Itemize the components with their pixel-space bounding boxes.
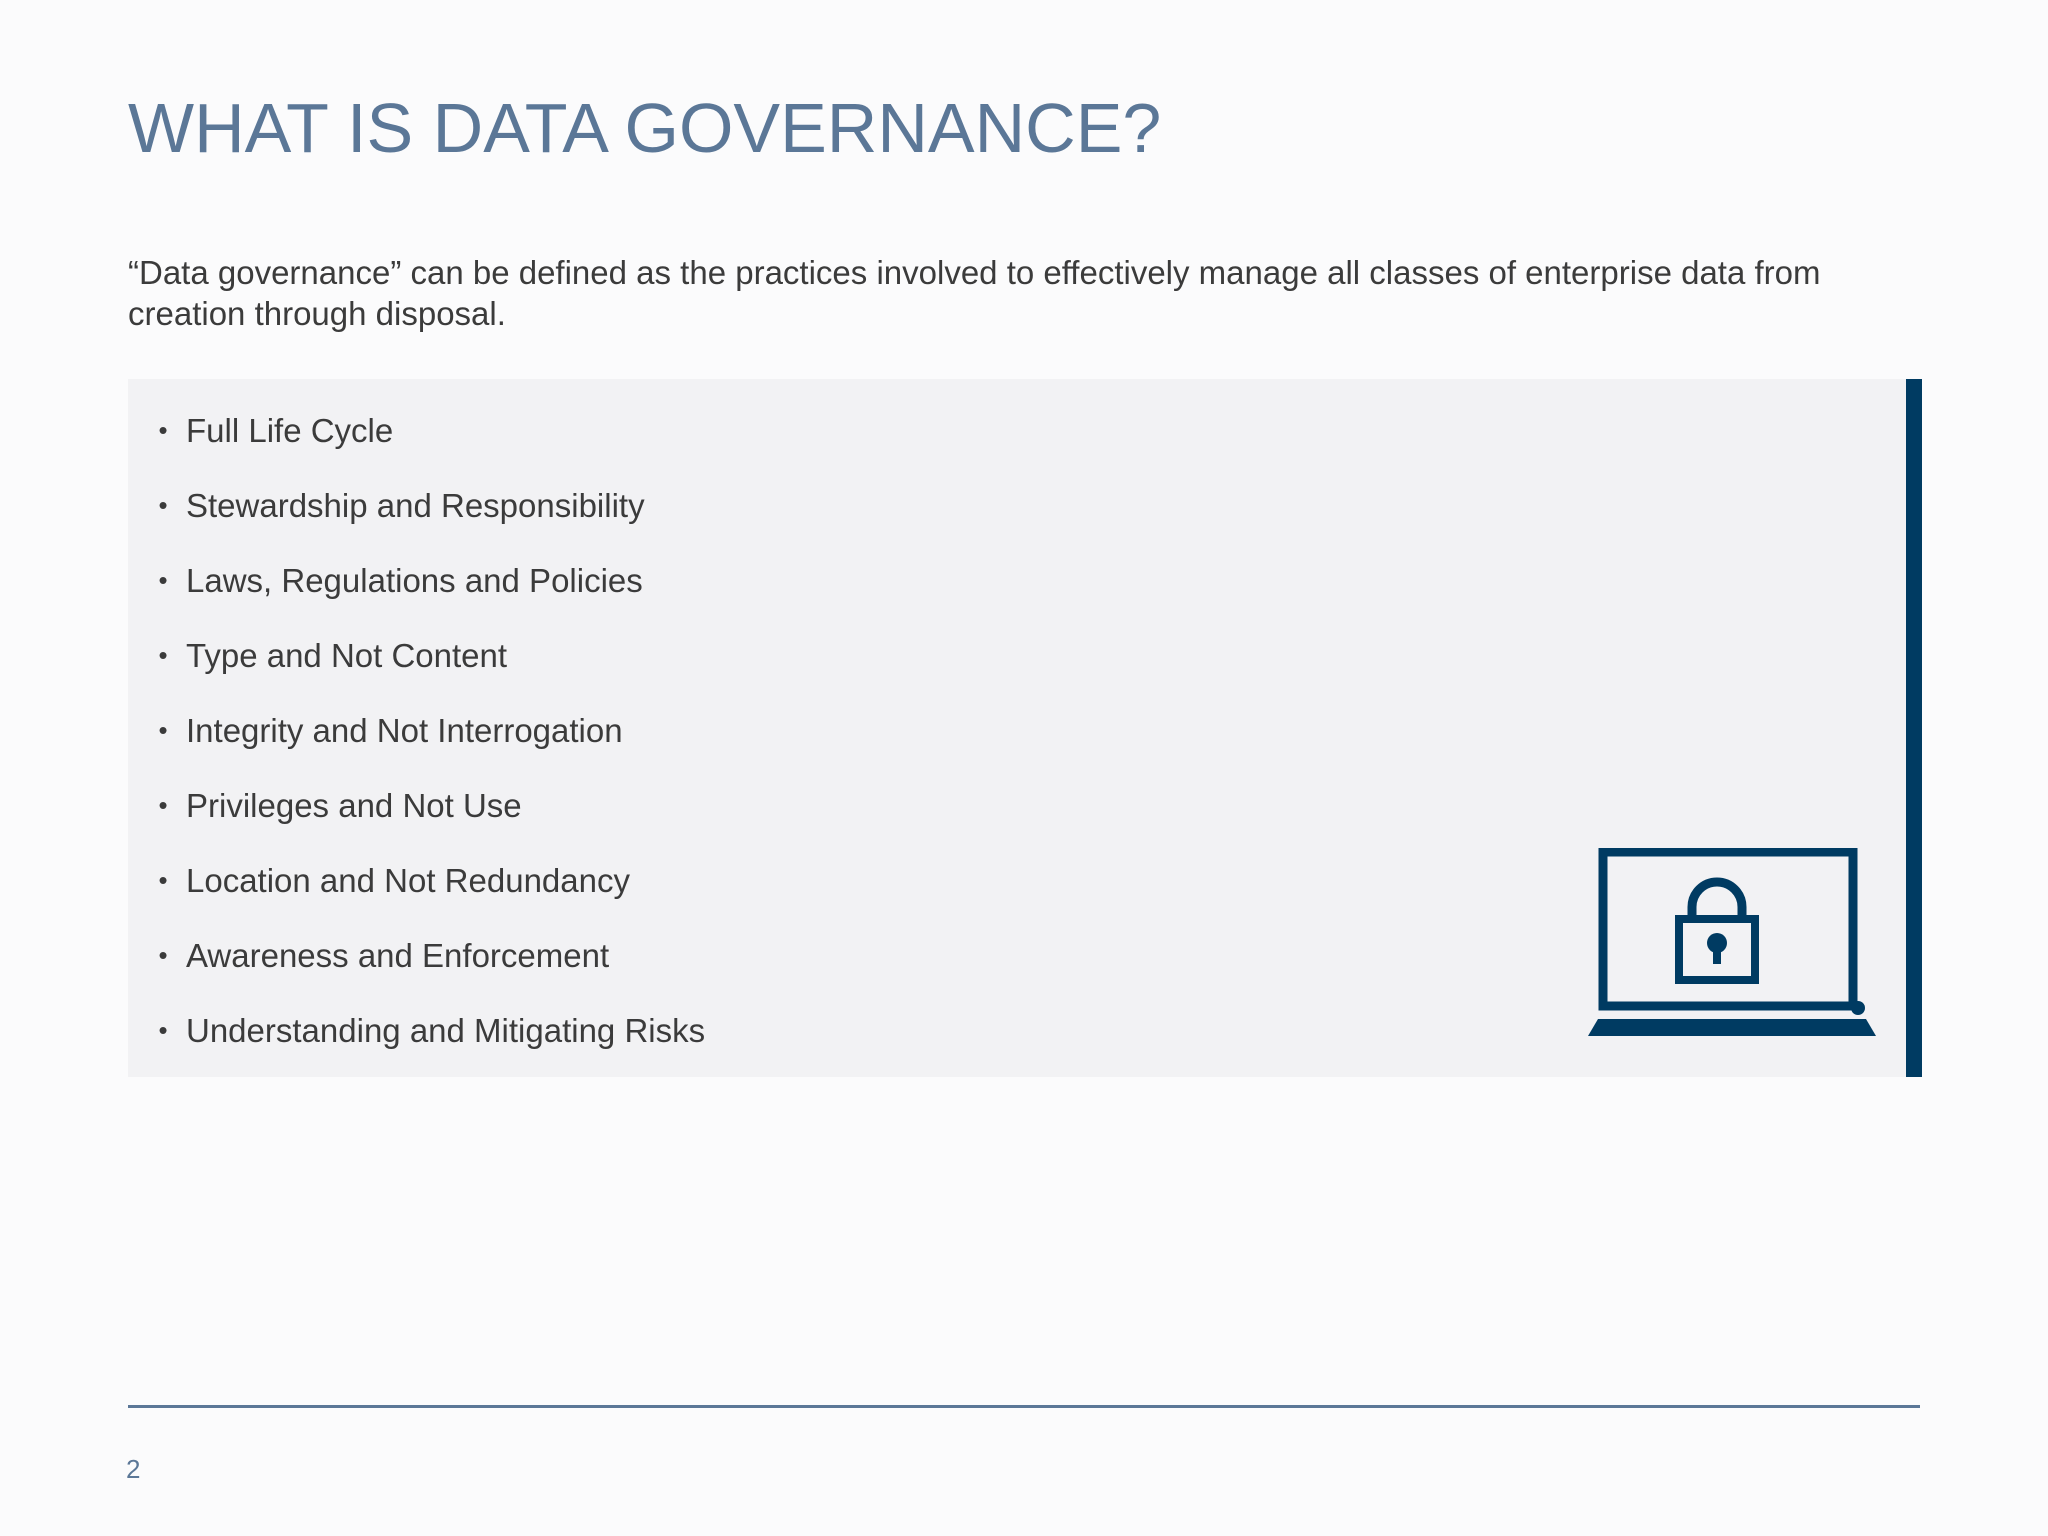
slide-title: WHAT IS DATA GOVERNANCE? xyxy=(128,89,1162,167)
bullet-text: Understanding and Mitigating Risks xyxy=(186,1011,706,1049)
bullet-dot-icon: • xyxy=(158,415,168,445)
bullet-dot-icon: • xyxy=(158,1015,168,1045)
bullet-text: Location and Not Redundancy xyxy=(186,861,630,899)
bullet-dot-icon: • xyxy=(158,865,168,895)
bullet-dot-icon: • xyxy=(158,715,168,745)
bullet-text: Type and Not Content xyxy=(186,636,508,674)
bullet-text: Awareness and Enforcement xyxy=(186,936,610,974)
definition-text: “Data governance” can be defined as the practices involved to effectively manage all classes of enterprise data from creation through disposal. xyxy=(128,254,1821,332)
bullet-dot-icon: • xyxy=(158,640,168,670)
bullet-dot-icon: • xyxy=(158,940,168,970)
bullet-text: Stewardship and Responsibility xyxy=(186,486,645,524)
bullet-dot-icon: • xyxy=(158,565,168,595)
laptop-lock-icon xyxy=(1586,848,1878,1048)
bullet-dot-icon: • xyxy=(158,490,168,520)
accent-bar xyxy=(1906,379,1922,1077)
bullet-text: Full Life Cycle xyxy=(186,411,394,449)
bullet-text: Integrity and Not Interrogation xyxy=(186,711,623,749)
bullet-text: Privileges and Not Use xyxy=(186,786,522,824)
footer-divider xyxy=(128,1405,1920,1408)
page-number: 2 xyxy=(126,1454,141,1484)
bullet-dot-icon: • xyxy=(158,790,168,820)
bullet-text: Laws, Regulations and Policies xyxy=(186,561,643,599)
